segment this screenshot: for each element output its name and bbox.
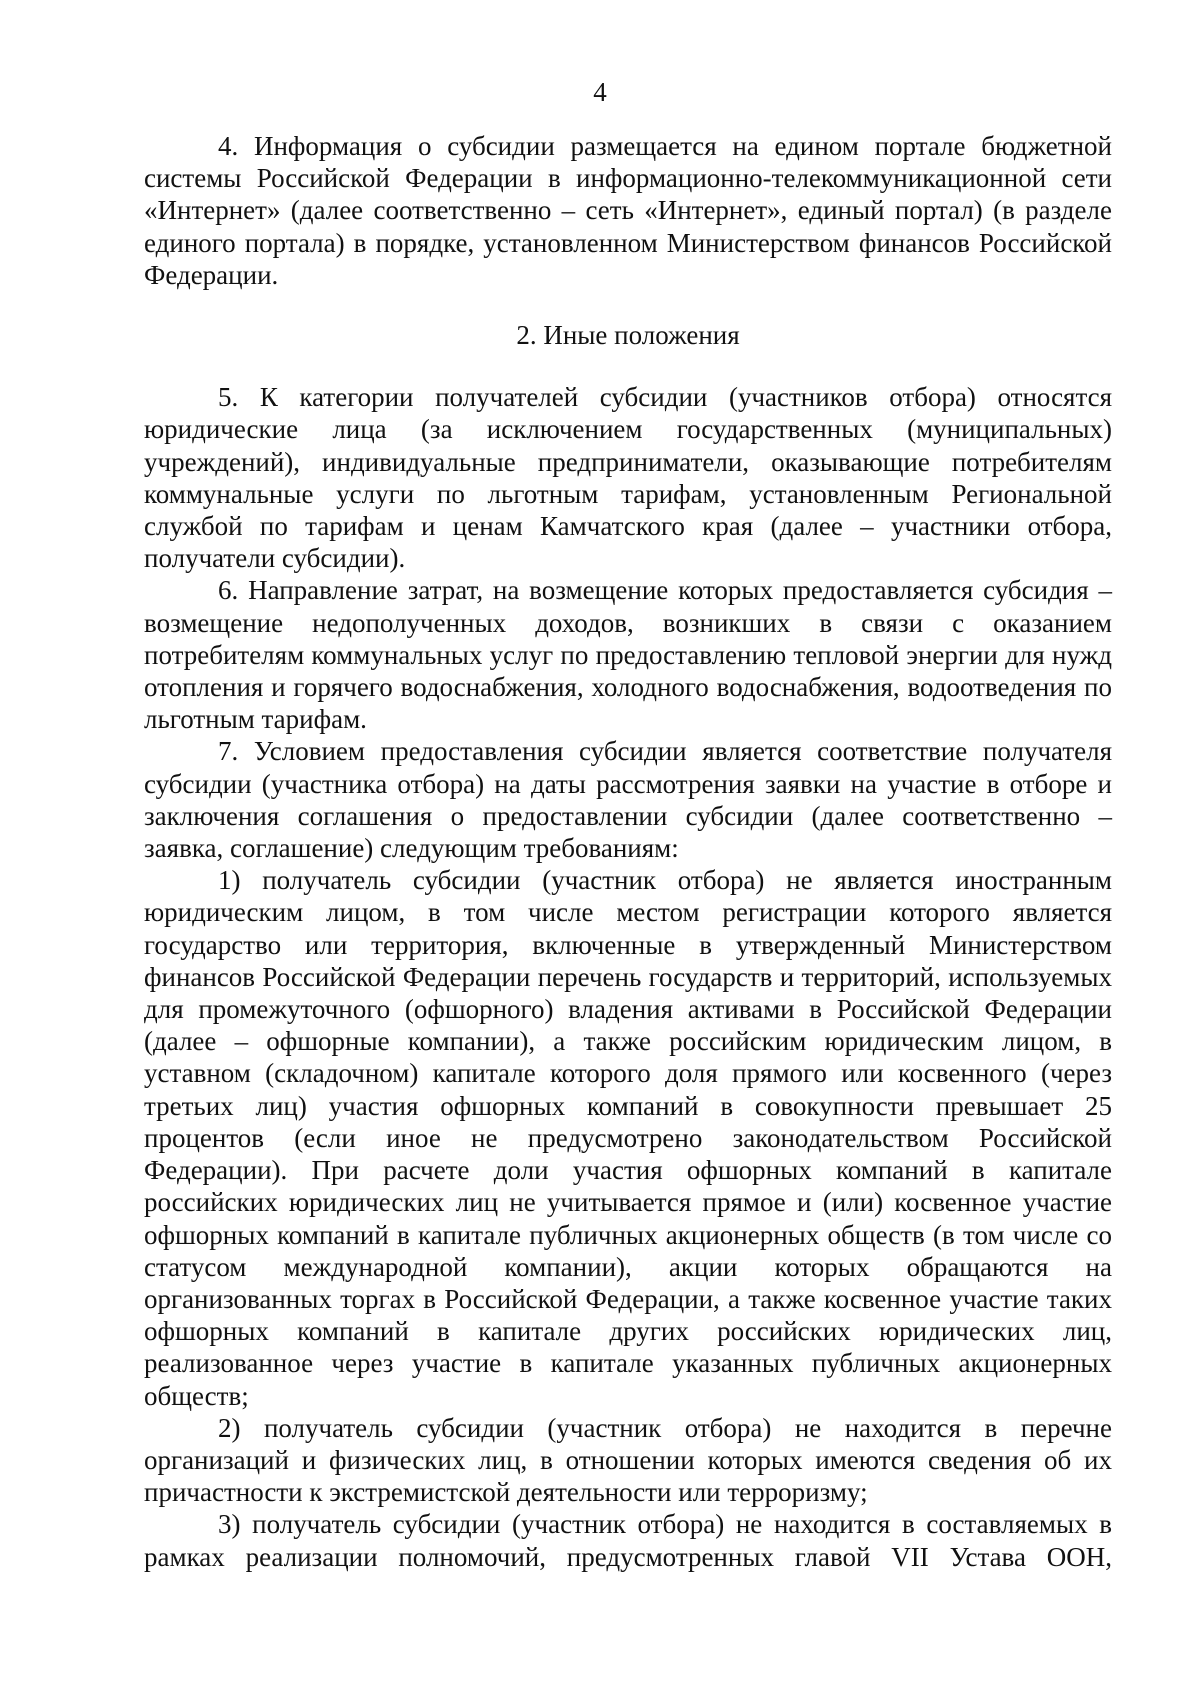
paragraph-7: 7. Условием предоставления субсидии является соответствие получателя субсидии (участника отбора) на даты рассмотрения заявки на участие в отборе и заключения соглашения о предоставлении субсидии (далее соответственно – заявка, соглашение) следующим требованиям: bbox=[144, 736, 1112, 864]
page-number: 4 bbox=[593, 77, 607, 107]
paragraph-6: 6. Направление затрат, на возмещение которых предоставляется субсидия – возмещение недополученных доходов, возникших в связи с оказанием потребителям коммунальных услуг по предоставлению тепловой энергии для нужд отопления и горячего водоснабжения, холодного водоснабжения, водоотведения по льготным тарифам. bbox=[144, 575, 1112, 735]
paragraph-4: 4. Информация о субсидии размещается на едином портале бюджетной системы Российской Федерации в информационно-телекоммуникационной сети «Интернет» (далее соответственно – сеть «Интернет», единый портал) (в разделе единого портала) в порядке, установленном Министерством финансов Российской Федерации. bbox=[144, 131, 1112, 290]
requirement-2: 2) получатель субсидии (участник отбора) не находится в перечне организаций и физических лиц, в отношении которых имеются сведения об их причастности к экстремистской деятельности или терроризму; bbox=[144, 1412, 1112, 1508]
section-heading: 2. Иные положения bbox=[516, 320, 740, 351]
requirement-3: 3) получатель субсидии (участник отбора) не находится в составляемых в рамках реализации полномочий, предусмотренных главой VII Устава ООН, bbox=[144, 1509, 1112, 1572]
paragraph-5: 5. К категории получателей субсидии (участников отбора) относятся юридические лица (за исключением государственных (муниципальных) учреждений), индивидуальные предприниматели, оказывающие потребителям коммунальные услуги по льготным тарифам, установленным Региональной службой по тарифам и ценам Камчатского края (далее – участники отбора, получатели субсидии). bbox=[144, 382, 1112, 574]
document-body bbox=[144, 130, 1112, 1573]
requirement-1: 1) получатель субсидии (участник отбора) не является иностранным юридическим лицом, в том числе местом регистрации которого является государство или территория, включенные в утвержденный Министерством финансов Российской Федерации перечень государств и территорий, используемых для промежуточного (офшорного) владения активами в Российской Федерации (далее – офшорные компании), а также российским юридическим лицом, в уставном (складочном) капитале которого доля прямого или косвенного (через третьих лиц) участия офшорных компаний в совокупности превышает 25 процентов (если иное не предусмотрено законодательством Российской Федерации). При расчете доли участия офшорных компаний в капитале российских юридических лиц не учитывается прямое и (или) косвенное участие офшорных компаний в капитале публичных акционерных обществ (в том числе со статусом международной компании), акции которых обращаются на организованных торгах в Российской Федерации, а также косвенное участие таких офшорных компаний в капитале других российских юридических лиц, реализованное через участие в капитале указанных публичных акционерных обществ; bbox=[144, 865, 1112, 1411]
